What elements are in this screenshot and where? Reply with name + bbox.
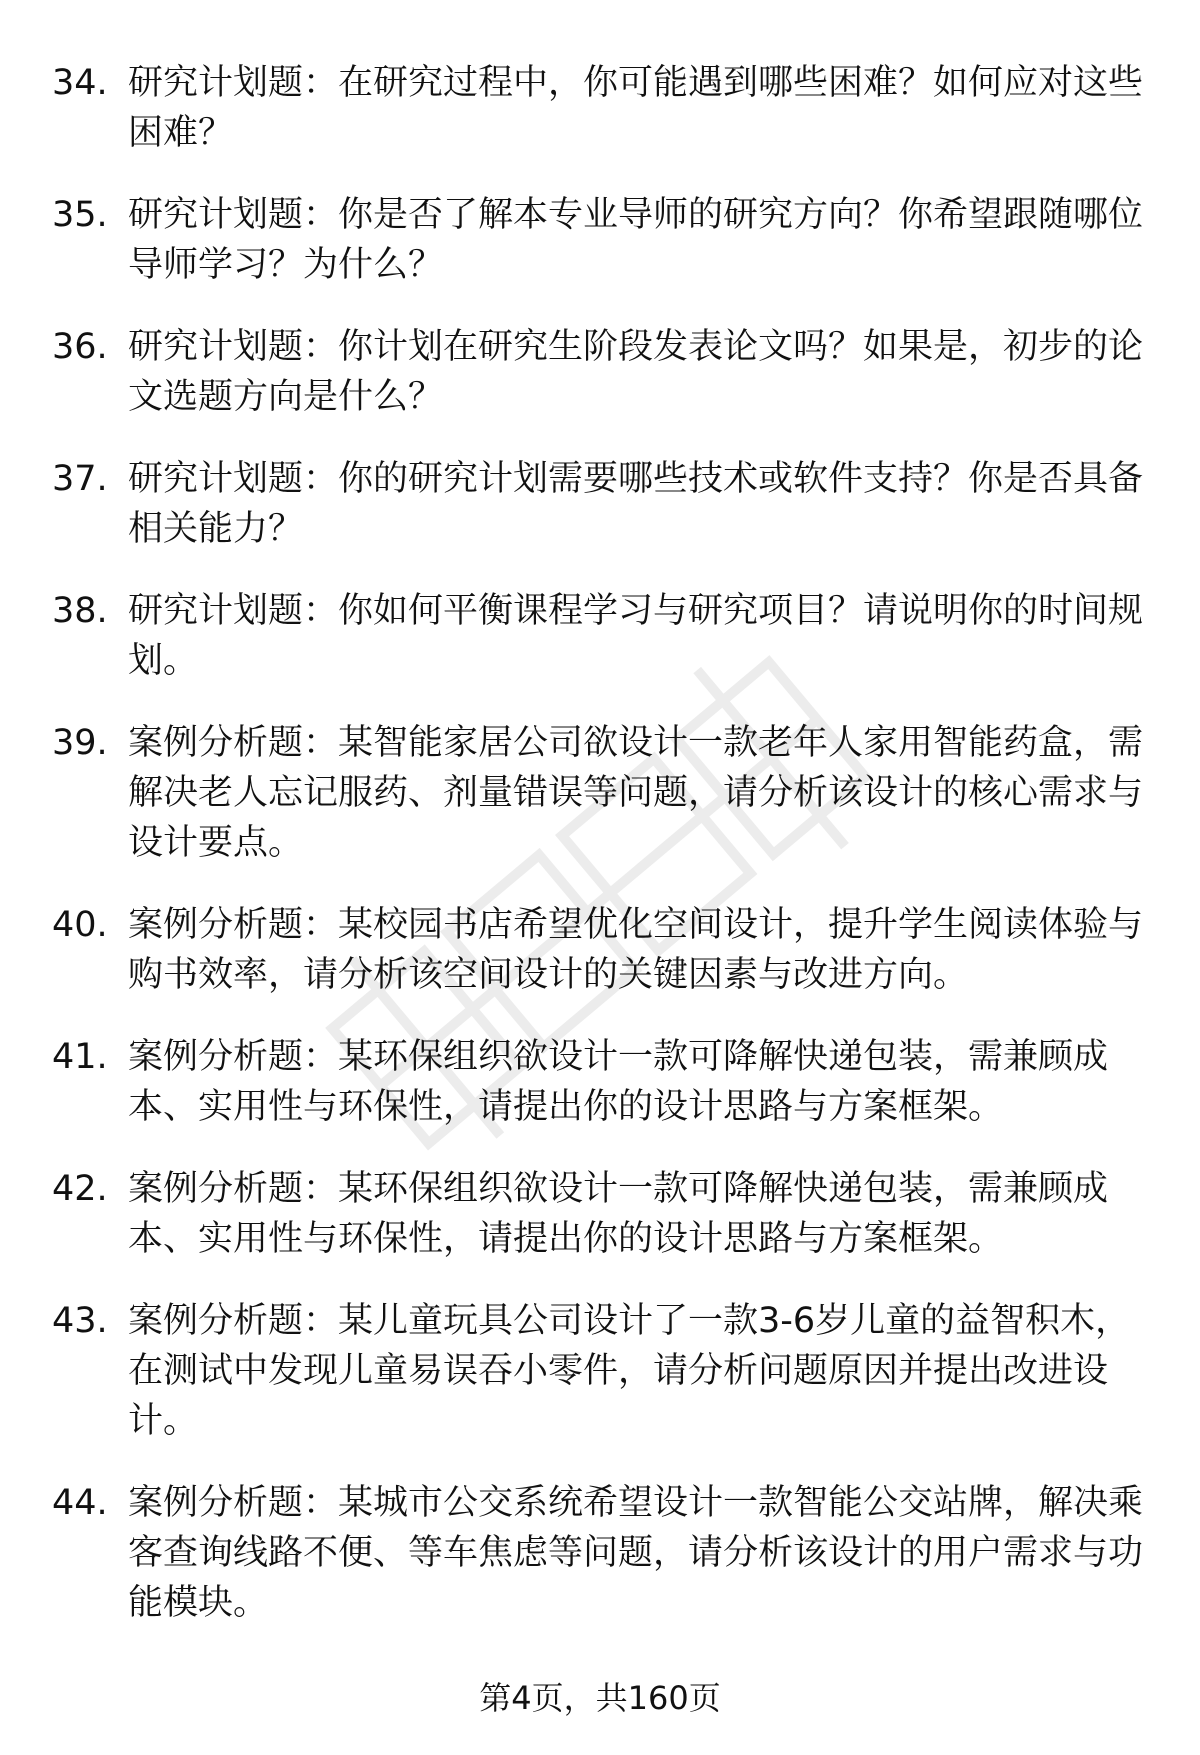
page-footer: 第4页，共160页 [479,1679,721,1717]
question-number: 34. [52,63,108,103]
question-text: 研究计划题：你如何平衡课程学习与研究项目？请说明你的时间规划。 [128,591,1144,681]
question-text: 研究计划题：你的研究计划需要哪些技术或软件支持？你是否具备相关能力？ [128,459,1144,549]
question-number: 42. [52,1169,108,1209]
question-item [52,586,1162,686]
question-item [52,1478,1162,1628]
question-item [52,322,1162,422]
question-number: 39. [52,723,108,763]
question-item [52,1164,1162,1264]
question-number: 37. [52,459,108,499]
question-text: 研究计划题：你是否了解本专业导师的研究方向？你希望跟随哪位导师学习？为什么？ [128,195,1144,285]
question-number: 38. [52,591,108,631]
question-number: 44. [52,1483,108,1523]
question-item [52,1296,1162,1446]
question-list [52,58,1162,1660]
question-number: 40. [52,905,108,945]
question-item [52,718,1162,868]
question-text: 案例分析题：某环保组织欲设计一款可降解快递包装，需兼顾成本、实用性与环保性，请提出你的设计思路与方案框架。 [128,1037,1109,1127]
question-item [52,1032,1162,1132]
question-text: 研究计划题：在研究过程中，你可能遇到哪些困难？如何应对这些困难？ [128,63,1144,153]
question-text: 案例分析题：某校园书店希望优化空间设计，提升学生阅读体验与购书效率，请分析该空间设计的关键因素与改进方向。 [128,905,1144,995]
question-number: 36. [52,327,108,367]
question-text: 案例分析题：某智能家居公司欲设计一款老年人家用智能药盒，需解决老人忘记服药、剂量错误等问题，请分析该设计的核心需求与设计要点。 [128,723,1144,863]
question-number: 43. [52,1301,108,1341]
question-number: 35. [52,195,108,235]
question-text: 案例分析题：某儿童玩具公司设计了一款3-6岁儿童的益智积木，在测试中发现儿童易误吞小零件，请分析问题原因并提出改进设计。 [128,1301,1131,1441]
question-item [52,190,1162,290]
question-item [52,900,1162,1000]
question-item [52,454,1162,554]
question-item [52,58,1162,158]
question-number: 41. [52,1037,108,1077]
question-text: 案例分析题：某环保组织欲设计一款可降解快递包装，需兼顾成本、实用性与环保性，请提出你的设计思路与方案框架。 [128,1169,1109,1259]
question-text: 研究计划题：你计划在研究生阶段发表论文吗？如果是，初步的论文选题方向是什么？ [128,327,1144,417]
question-text: 案例分析题：某城市公交系统希望设计一款智能公交站牌，解决乘客查询线路不便、等车焦虑等问题，请分析该设计的用户需求与功能模块。 [128,1483,1144,1623]
